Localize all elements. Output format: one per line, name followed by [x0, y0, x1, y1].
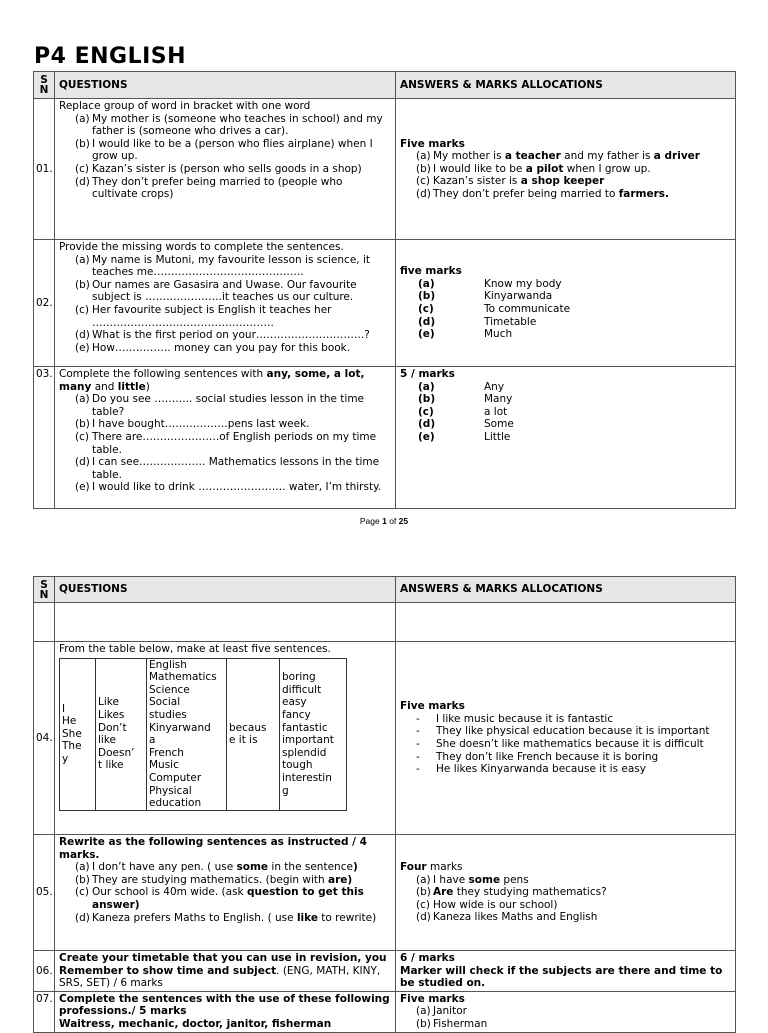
verb-column: Like Likes Don’t like Doesn’ t like [96, 658, 147, 810]
marks-label: Four marks [400, 861, 463, 874]
page-title: P4 ENGLISH [34, 44, 187, 69]
list-item: (a) My mother is a teacher and my father is a driver [416, 150, 700, 163]
list-item: - He likes Kinyarwanda because it is easy [416, 763, 731, 776]
questions-table-page-2 [33, 576, 736, 1033]
marks-label: Five marks [400, 137, 465, 150]
list-item: (b) Fisherman [416, 1017, 488, 1030]
list-item: (b) I have bought………………pens last week. [75, 418, 310, 431]
list-item: (d) I can see………………. Mathematics lessons in the time table. [75, 456, 380, 481]
list-item: (b) Are they studying mathematics? [416, 886, 607, 899]
answer-cell [396, 835, 736, 951]
question-number: 05. [34, 835, 55, 951]
list-item: (c) Kazan’s sister is a shop keeper [416, 175, 605, 188]
answer-cell: 6 / marks Marker will check if the subjects are there and time to be studied on. [396, 951, 736, 992]
list-item: (a) Do you see ……….. social studies lesson in the time table? [75, 393, 365, 418]
marks-label: 5 / marks [400, 368, 455, 380]
answer-list: (a) Any (b) Many (c) a lot (d) Some (e) Little [418, 380, 514, 443]
list-item: (e) I would like to drink ……………………. water, I’m thirsty. [75, 481, 382, 494]
list-item: (a) My mother is (someone who teaches in school) and my father is (someone who drives a car). [75, 112, 383, 138]
list-item: - They don’t like French because it is boring [416, 751, 731, 764]
question-number: 03. [34, 367, 55, 509]
question-intro: Provide the missing words to complete the sentences. [59, 241, 344, 253]
question-row-01 [34, 99, 736, 240]
marks-label: Five marks [400, 700, 465, 713]
question-row-03 [34, 367, 736, 509]
list-item: (c) There are………………….of English periods on my time table. [75, 430, 377, 456]
list-item: (c) Her favourite subject is English it teaches her ……………………………………………. [75, 303, 332, 329]
answer-list: (a) Know my body (b) Kinyarwanda (c) To communicate (d) Timetable (e) Much [418, 277, 571, 341]
question-intro: From the table below, make at least five sentences. [59, 643, 331, 655]
answer-cell: Five marks (a) Janitor (b) Fisherman [396, 991, 736, 1032]
answers-header: ANSWERS & MARKS ALLOCATIONS [396, 577, 736, 603]
list-item: (b) They are studying mathematics. (begin with are) [75, 873, 353, 886]
question-intro: Complete the following sentences with any, some, a lot, many and little) [59, 368, 365, 393]
list-item: (a) I don’t have any pen. ( use some in the sentence) [75, 861, 358, 874]
list-item: (d) What is the first period on your………………………….? [75, 329, 370, 342]
page-footer: Page 1 of 25 [359, 516, 409, 526]
list-item: (d) They don’t prefer being married to (people who cultivate crops) [75, 175, 343, 201]
question-row-05 [34, 835, 736, 951]
list-item: (c) Our school is 40m wide. (ask question to get this answer) [75, 886, 364, 911]
answers-header: ANSWERS & MARKS ALLOCATIONS [396, 72, 736, 99]
list-item: (d) Kaneza prefers Maths to English. ( use like to rewrite) [75, 911, 377, 924]
because-column: becaus e it is [227, 658, 280, 810]
list-item: - She doesn’t like mathematics because it is difficult [416, 738, 731, 751]
list-item: - I like music because it is fantastic [416, 713, 731, 726]
questions-table-page-1 [33, 71, 736, 509]
question-number: 07. [34, 991, 55, 1032]
empty-row [34, 603, 736, 642]
sn-header: S N [34, 577, 55, 603]
answer-cell [396, 642, 736, 835]
question-number: 02. [34, 240, 55, 367]
list-item: (b) Our names are Gasasira and Uwase. Our favourite subject is ………………….it teaches us our culture. [75, 278, 357, 304]
question-row-06: 06. Create your timetable that you can use in revision, you Remember to show time and subject. (ENG, MATH, KINY, SRS, SET) / 6 marks 6 / marks Marker will check if the subjects are there and time to be studied on. [34, 951, 736, 992]
marks-label: five marks [400, 265, 462, 278]
question-number: 06. [34, 951, 55, 992]
subject-list-column: English Mathematics Science Social studies Kinyarwand a French Music Computer Physical education [147, 658, 227, 810]
adjective-column: boring difficult easy fancy fantastic important splendid tough interestin g [280, 658, 347, 810]
list-item: - They like physical education because it is important [416, 725, 731, 738]
sn-header: S N [34, 72, 55, 99]
question-intro: Rewrite as the following sentences as instructed / 4 marks. [59, 836, 367, 861]
answer-cell [396, 240, 736, 367]
list-item: (d) Kaneza likes Maths and English [416, 911, 598, 924]
questions-header: QUESTIONS [55, 72, 396, 99]
list-item: (a) My name is Mutoni, my favourite lesson is science, it teaches me……………………………………. [75, 253, 370, 279]
question-intro: Replace group of word in bracket with one word [59, 100, 311, 112]
question-number: 04. [34, 642, 55, 835]
list-item: (e) How……………. money can you pay for this book. [75, 341, 351, 354]
question-row-04 [34, 642, 736, 835]
list-item: (c) How wide is our school) [416, 898, 558, 911]
list-item: (b) I would like to be a (person who flies airplane) when I grow up. [75, 137, 373, 163]
answer-cell [396, 99, 736, 240]
list-item: (a) I have some pens [416, 873, 529, 886]
question-number: 01. [34, 99, 55, 240]
question-row-02 [34, 240, 736, 367]
list-item: (c) Kazan’s sister is (person who sells goods in a shop) [75, 162, 362, 175]
answer-list [400, 713, 731, 776]
list-item: (d) They don’t prefer being married to farmers. [416, 187, 670, 200]
answer-cell [396, 367, 736, 509]
questions-header: QUESTIONS [55, 577, 396, 603]
sentence-table [59, 658, 347, 811]
subject-column: I He She The y [60, 658, 96, 810]
list-item: (b) I would like to be a pilot when I grow up. [416, 162, 651, 175]
question-row-07: 07. Complete the sentences with the use of these following professions./ 5 marks Waitress, mechanic, doctor, janitor, fisherman Five marks (a) Janitor (b) Fisherman [34, 991, 736, 1032]
list-item: (a) Janitor [416, 1005, 467, 1018]
